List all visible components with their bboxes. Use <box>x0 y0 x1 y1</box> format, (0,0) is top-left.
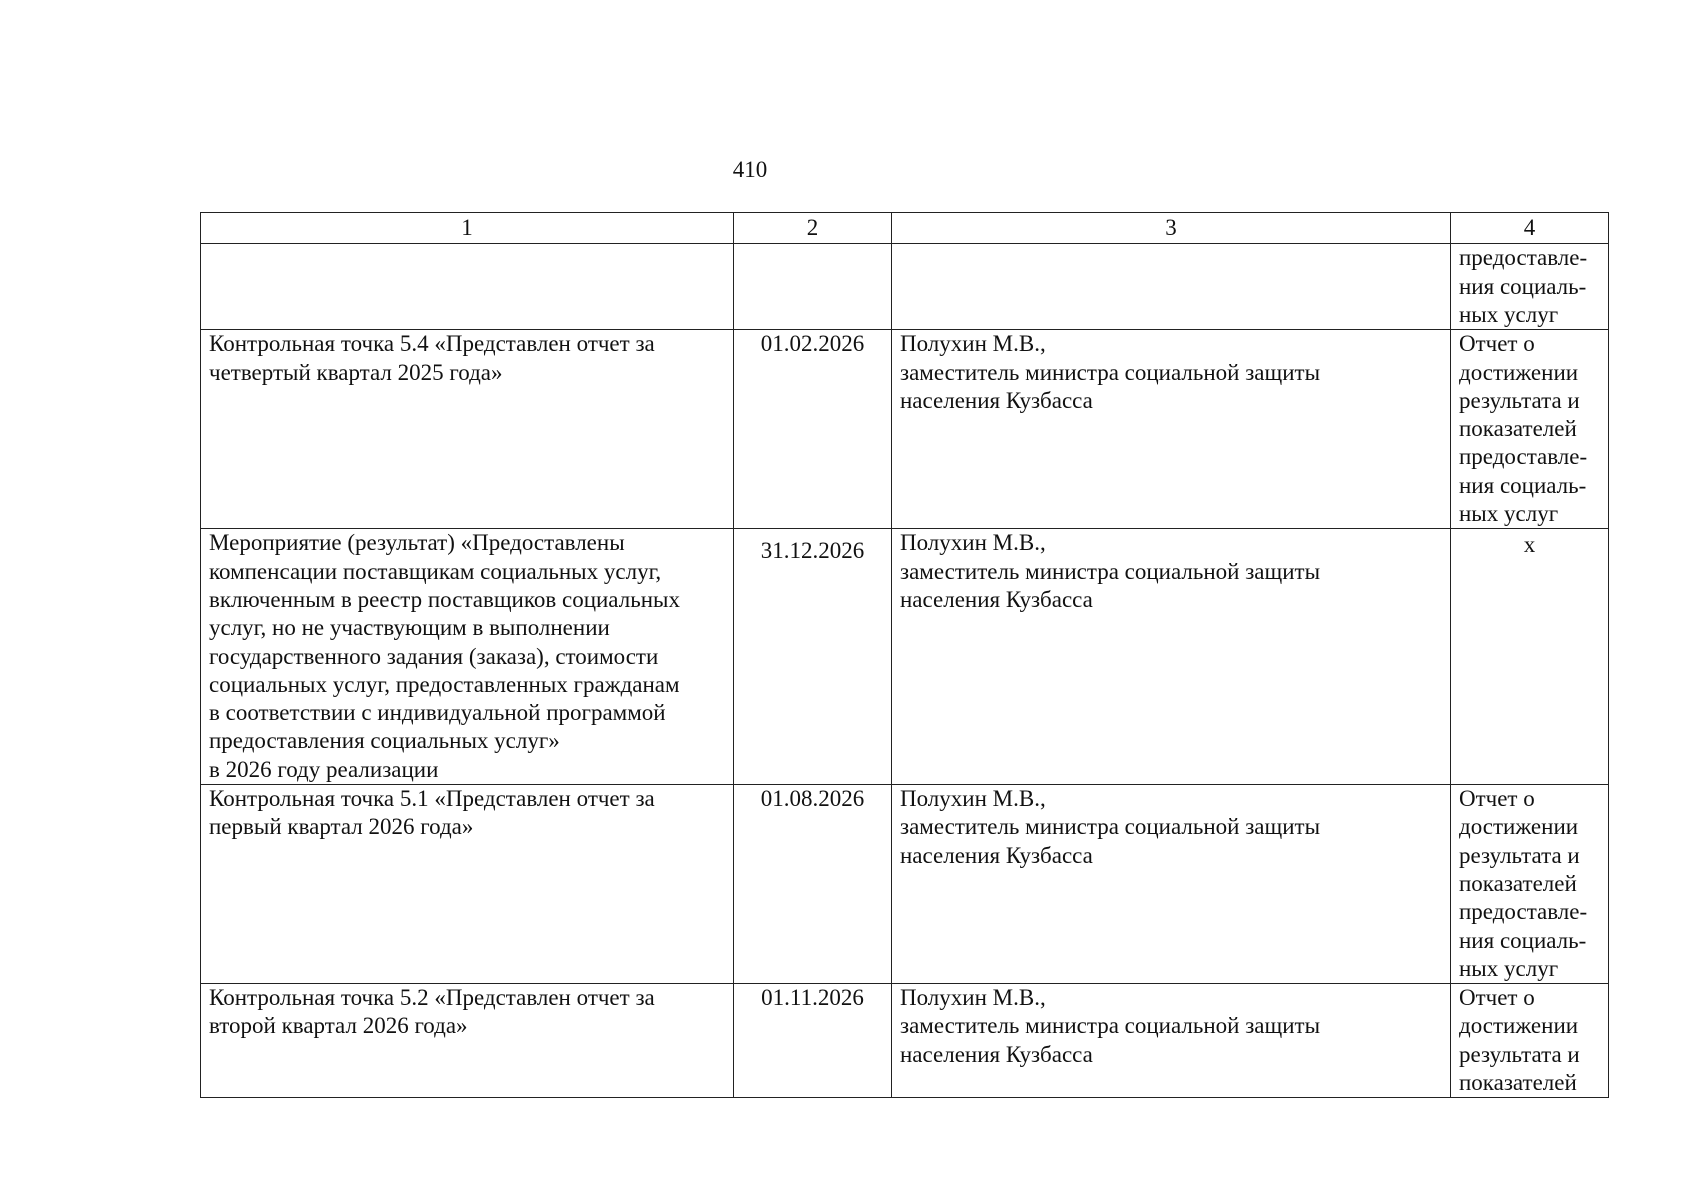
responsible-line: Полухин М.В., <box>900 530 1046 556</box>
schedule-table <box>200 212 1609 1098</box>
document-line: достижении <box>1459 814 1579 840</box>
event-line: Контрольная точка 5.1 «Представлен отчет за <box>209 786 655 812</box>
cell-responsible <box>892 785 1451 984</box>
cell-document <box>1451 984 1609 1098</box>
document-line: результата и <box>1459 1041 1580 1067</box>
cell-date <box>734 529 892 785</box>
cell-event <box>201 529 734 785</box>
responsible-line: Полухин М.В., <box>900 786 1046 812</box>
cell-date <box>734 785 892 984</box>
column-header-1: 1 <box>201 213 734 244</box>
responsible-line: Полухин М.В., <box>900 985 1046 1011</box>
event-line: включенным в реестр поставщиков социальных <box>209 586 680 612</box>
document-line: ния социаль- <box>1459 472 1587 498</box>
event-line: Контрольная точка 5.4 «Представлен отчет за <box>209 331 655 357</box>
document-line: ных услуг <box>1459 301 1559 327</box>
responsible-line: заместитель министра социальной защиты <box>900 1013 1321 1039</box>
responsible-line: населения Кузбасса <box>900 1041 1093 1067</box>
cell-date <box>734 984 892 1098</box>
cell-document <box>1451 330 1609 529</box>
document-line: показателей <box>1459 416 1577 442</box>
event-line: компенсации поставщикам социальных услуг, <box>209 558 662 584</box>
due-date: 01.11.2026 <box>761 985 864 1011</box>
document-line: ния социаль- <box>1459 273 1587 299</box>
due-date: 01.08.2026 <box>760 786 865 812</box>
document-line: Отчет о <box>1459 786 1535 812</box>
event-line: предоставления социальных услуг» <box>209 728 560 754</box>
document-line: ных услуг <box>1459 955 1559 981</box>
column-header-2: 2 <box>734 213 892 244</box>
column-header-3: 3 <box>892 213 1451 244</box>
table-row <box>201 984 1609 1098</box>
event-line: услуг, но не участвующим в выполнении <box>209 615 610 641</box>
document-line: результата и <box>1459 387 1580 413</box>
cell-document <box>1451 785 1609 984</box>
event-line: первый квартал 2026 года» <box>209 814 474 840</box>
responsible-line: населения Кузбасса <box>900 842 1093 868</box>
document-line: предоставле- <box>1459 899 1588 925</box>
table-row <box>201 529 1609 785</box>
event-line: государственного задания (заказа), стоимости <box>209 643 659 669</box>
responsible-line: населения Кузбасса <box>900 387 1093 413</box>
responsible-line: заместитель министра социальной защиты <box>900 814 1321 840</box>
event-line: в 2026 году реализации <box>209 756 439 782</box>
event-line: четвертый квартал 2025 года» <box>209 359 503 385</box>
document-line: ных услуг <box>1459 501 1559 527</box>
not-applicable-mark: x <box>1523 532 1536 558</box>
column-header-4: 4 <box>1451 213 1609 244</box>
responsible-line: Полухин М.В., <box>900 331 1046 357</box>
event-line: в соответствии с индивидуальной программой <box>209 700 666 726</box>
due-date: 01.02.2026 <box>760 331 865 357</box>
document-line: предоставле- <box>1459 245 1588 271</box>
responsible-line: заместитель министра социальной защиты <box>900 558 1321 584</box>
cell-responsible <box>892 330 1451 529</box>
document-line: Отчет о <box>1459 331 1535 357</box>
page-number: 410 <box>732 157 768 182</box>
cell-responsible <box>892 984 1451 1098</box>
document-line: достижении <box>1459 359 1579 385</box>
cell-event <box>201 330 734 529</box>
table-row <box>201 330 1609 529</box>
cell-document <box>1451 529 1609 785</box>
cell-event <box>201 785 734 984</box>
cell-responsible <box>892 529 1451 785</box>
document-line: Отчет о <box>1459 985 1535 1011</box>
due-date: 31.12.2026 <box>760 538 865 564</box>
table-row <box>201 785 1609 984</box>
document-line: ния социаль- <box>1459 927 1587 953</box>
table-row <box>201 244 1609 330</box>
event-line: Контрольная точка 5.2 «Представлен отчет за <box>209 985 655 1011</box>
cell-event <box>201 984 734 1098</box>
event-line: второй квартал 2026 года» <box>209 1013 468 1039</box>
event-line: социальных услуг, предоставленных гражданам <box>209 671 680 697</box>
document-line: показателей <box>1459 870 1577 896</box>
document-line: показателей <box>1459 1070 1577 1096</box>
cell-document <box>1451 244 1609 330</box>
cell-responsible <box>892 244 1451 330</box>
document-line: предоставле- <box>1459 444 1588 470</box>
event-line: Мероприятие (результат) «Предоставлены <box>209 530 625 556</box>
cell-event <box>201 244 734 330</box>
responsible-line: населения Кузбасса <box>900 586 1093 612</box>
cell-date <box>734 244 892 330</box>
responsible-line: заместитель министра социальной защиты <box>900 359 1321 385</box>
cell-date <box>734 330 892 529</box>
document-line: результата и <box>1459 842 1580 868</box>
table-header-row <box>201 213 1609 244</box>
document-line: достижении <box>1459 1013 1579 1039</box>
